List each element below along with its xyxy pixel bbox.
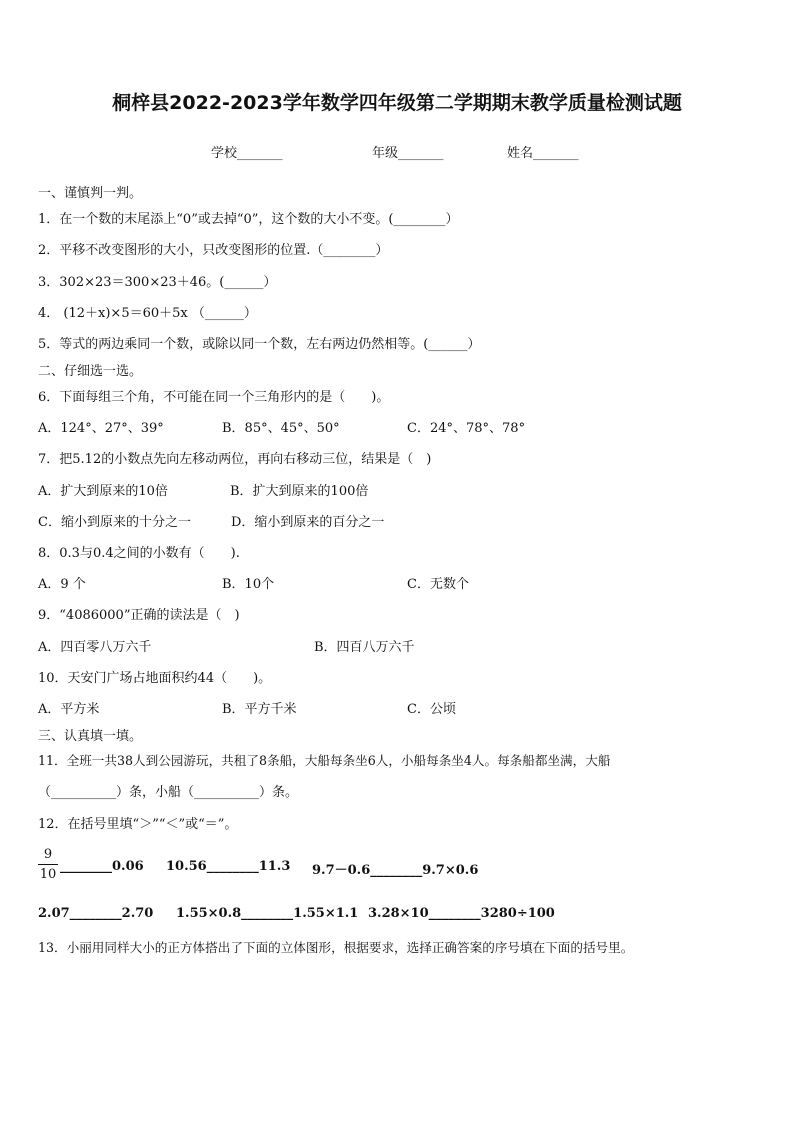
question-10: 10．天安门广场占地面积约44（ )。 [38, 671, 272, 686]
section-heading-fill: 三、认真填一填。 [38, 729, 143, 744]
question-2: 2．平移不改变图形的大小，只改变图形的位置.（________） [38, 243, 389, 258]
question-8-option-c: C．无数个 [407, 577, 469, 592]
question-10-option-c: C．公顷 [407, 702, 456, 717]
question-9-option-b: B．四百八万六千 [314, 640, 415, 655]
question-11-line-2: （__________）条，小船（__________）条。 [38, 785, 299, 800]
question-12: 12．在括号里填“＞”“＜”或“＝”。 [38, 817, 238, 832]
question-13: 13．小丽用同样大小的正方体搭出了下面的立体图形，根据要求，选择正确答案的序号填在下面的括号里。 [38, 940, 634, 955]
question-7-option-a: A．扩大到原来的10倍 [38, 484, 168, 499]
question-7-option-b: B．扩大到原来的100倍 [230, 484, 369, 499]
question-4: 4． (12＋x)×5＝60＋5x （______） [38, 306, 257, 321]
compare-1b: 10.56________11.3 [166, 859, 291, 874]
fraction-bar [38, 864, 58, 865]
fraction-nine-tenths [38, 846, 58, 883]
compare-1a: ________0.06 [60, 859, 144, 874]
question-10-option-a: A．平方米 [38, 702, 100, 717]
fraction-denominator: 10 [39, 867, 57, 882]
question-6: 6．下面每组三个角，不可能在同一个三角形内的是（ )。 [38, 390, 390, 405]
grade-field: 年级_______ [372, 146, 444, 161]
question-5: 5．等式的两边乘同一个数，或除以同一个数，左右两边仍然相等。(______） [38, 337, 481, 352]
question-8-option-a: A．9 个 [38, 577, 86, 592]
question-7-option-c: C．缩小到原来的十分之一 [38, 515, 191, 530]
name-field: 姓名_______ [507, 146, 579, 161]
compare-2b: 1.55×0.8________1.55×1.1 [176, 906, 359, 921]
question-7-option-d: D．缩小到原来的百分之一 [231, 515, 385, 530]
question-9: 9．“4086000”正确的读法是（ ) [38, 608, 240, 623]
page-title: 桐梓县2022-2023学年数学四年级第二学期期末教学质量检测试题 [112, 92, 682, 114]
compare-2c: 3.28×10________3280÷100 [368, 906, 555, 921]
section-heading-judge: 一、谨慎判一判。 [38, 186, 143, 201]
question-8-option-b: B．10个 [222, 577, 275, 592]
section-heading-choose: 二、仔细选一选。 [38, 364, 143, 379]
question-10-option-b: B．平方千米 [222, 702, 297, 717]
compare-2a: 2.07________2.70 [38, 906, 154, 921]
question-1: 1．在一个数的末尾添上“0”或去掉“0”，这个数的大小不变。(________） [38, 212, 459, 227]
question-6-option-b: B．85°、45°、50° [222, 421, 340, 436]
fraction-numerator: 9 [43, 847, 53, 862]
question-9-option-a: A．四百零八万六千 [38, 640, 152, 655]
school-field: 学校_______ [211, 146, 283, 161]
compare-1c: 9.7－0.6________9.7×0.6 [312, 863, 479, 878]
question-6-option-a: A．124°、27°、39° [38, 421, 164, 436]
question-8: 8．0.3与0.4之间的小数有（ ). [38, 546, 240, 561]
question-3: 3．302×23＝300×23＋46。(______） [38, 275, 277, 290]
question-11-line-1: 11．全班一共38人到公园游玩，共租了8条船，大船每条坐6人，小船每条坐4人。每条船都坐满，大船 [38, 753, 611, 768]
question-6-option-c: C．24°、78°、78° [407, 421, 526, 436]
question-7: 7．把5.12的小数点先向左移动两位，再向右移动三位，结果是（ ) [38, 452, 432, 467]
